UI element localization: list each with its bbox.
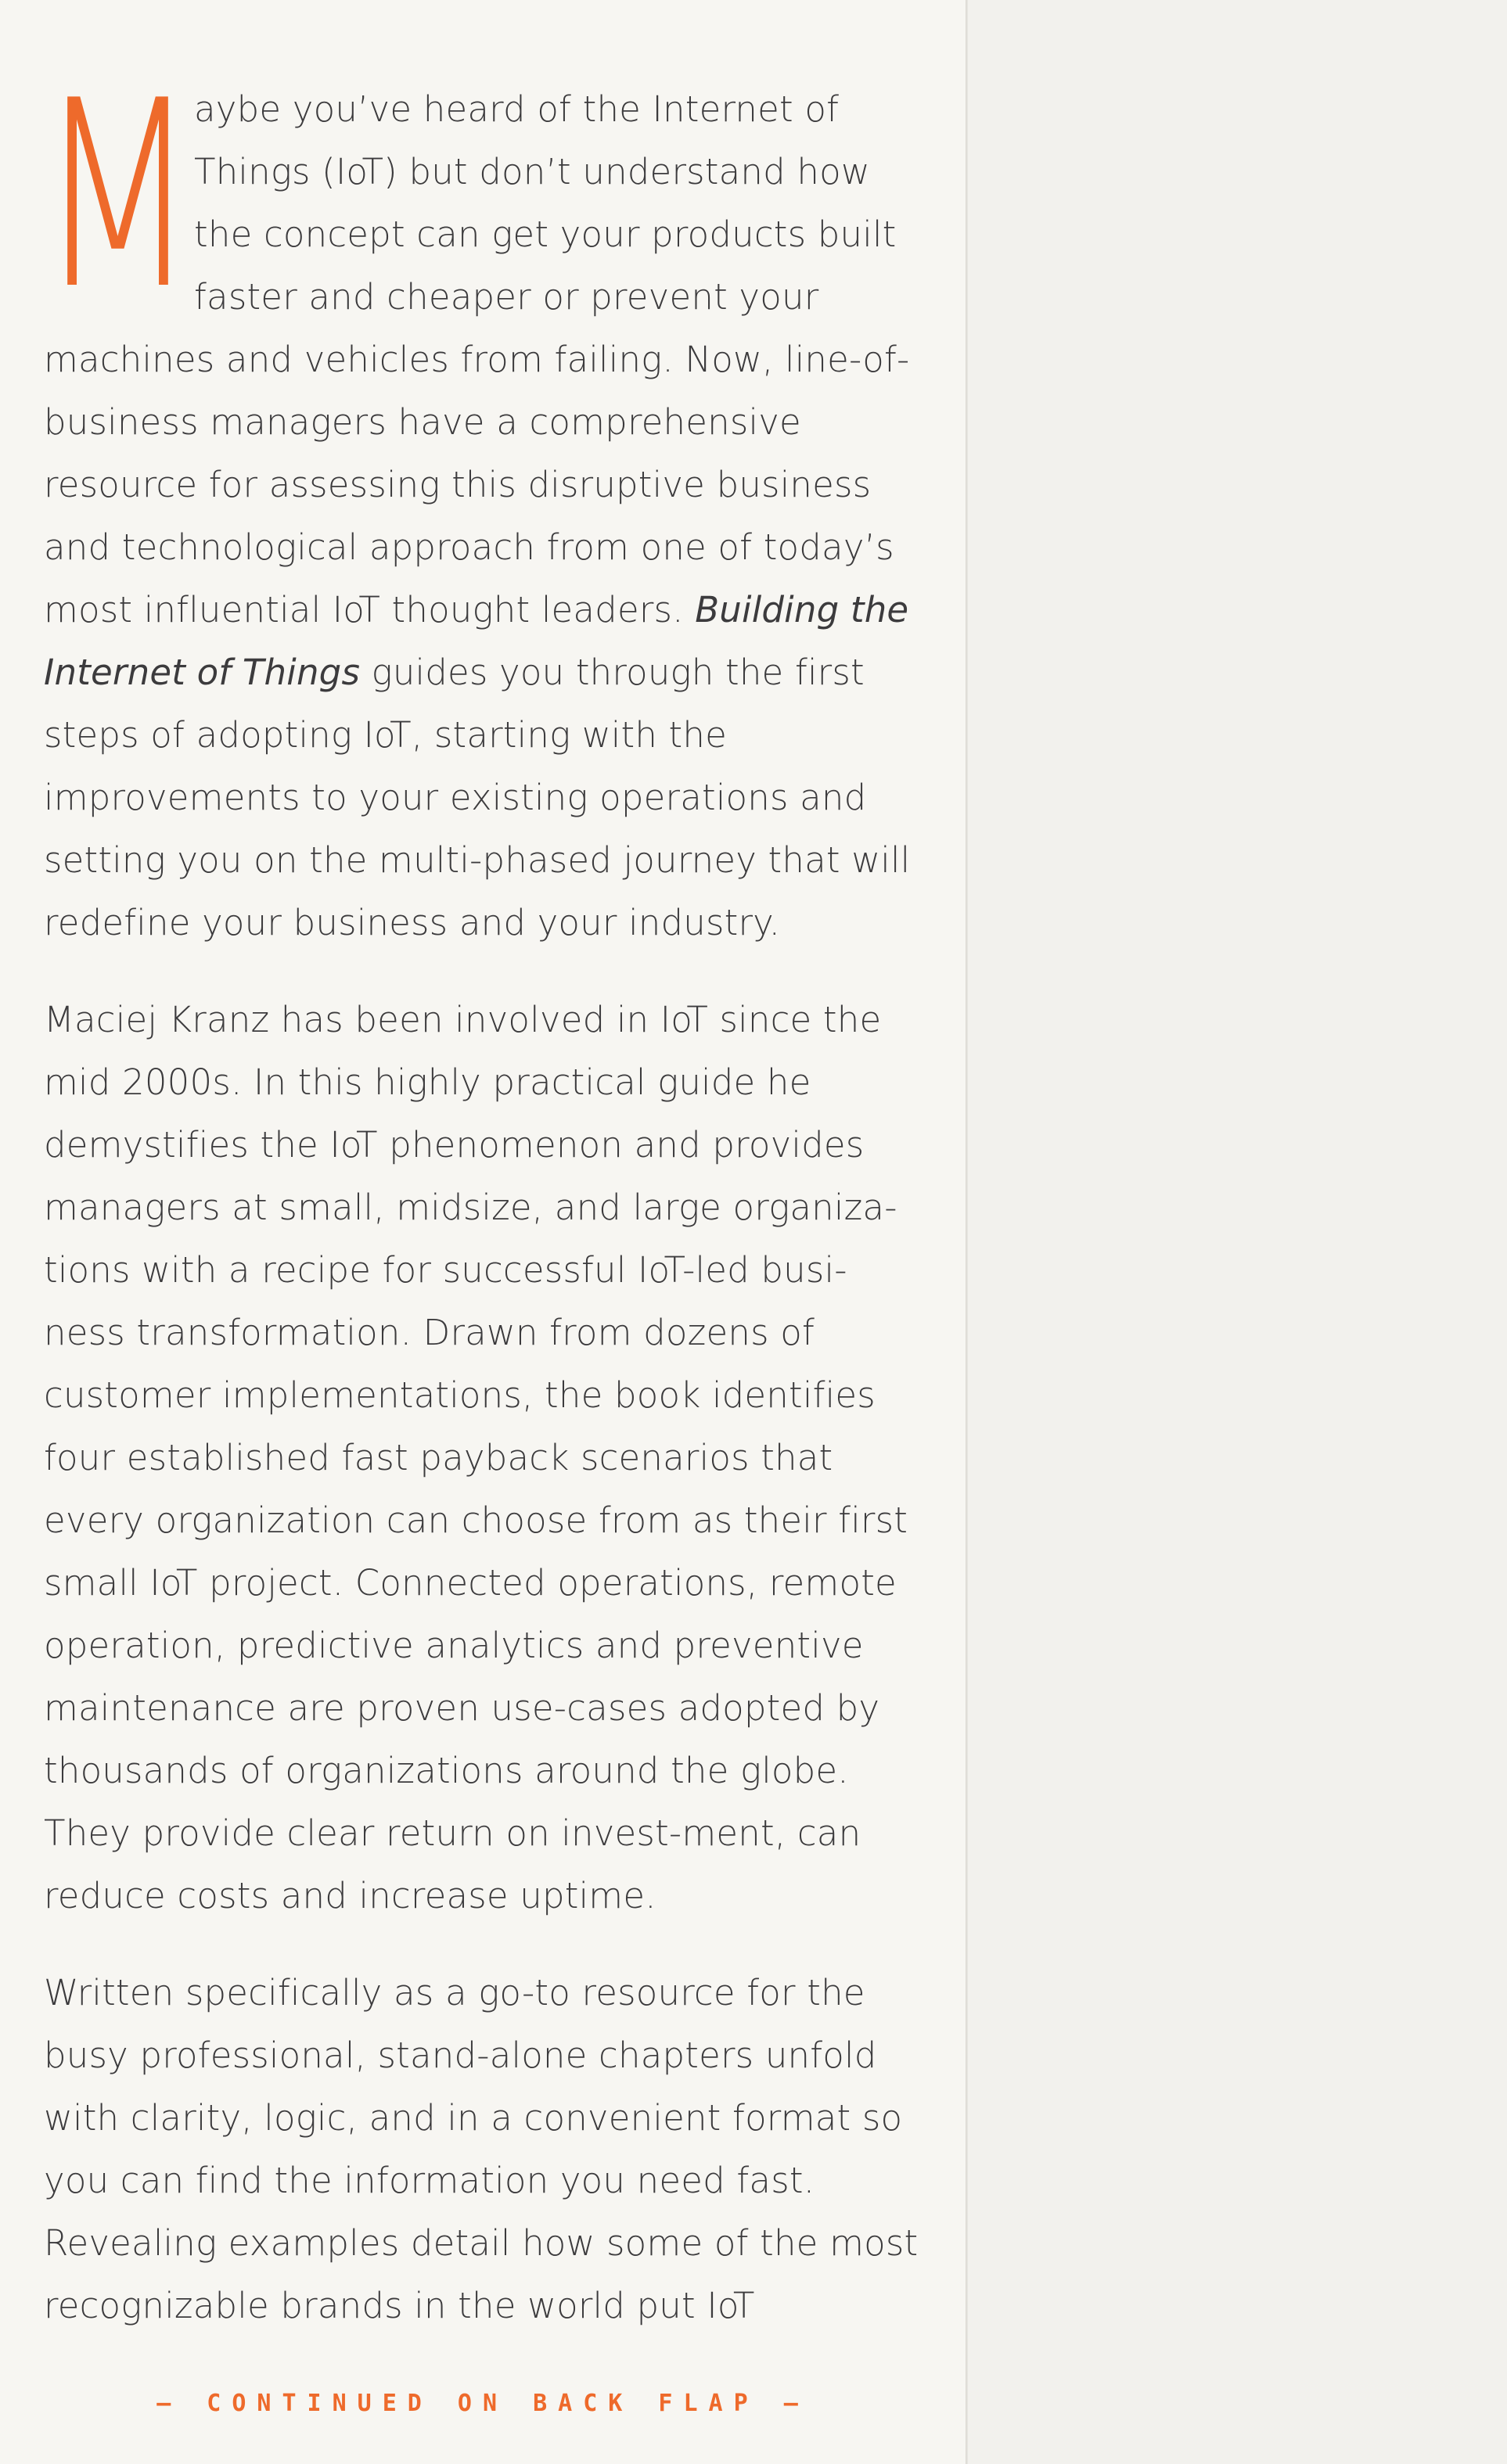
paragraph-1-text-a: aybe you’ve heard of the Internet of Things (IoT) but don’t understand how the concept can get your products built faster and cheaper or prevent your machines and vehicles from failing. Now, line-of-business managers have a comprehensive resource for assessing this disruptive business and technological approach from one of today’s most influential IoT thought leaders. [44,88,910,630]
blank-panel [968,0,1507,2464]
paragraph-1-text-b: guides you through the first steps of adopting IoT, starting with the improvements to your existing operations and setting you on the multi-phased journey that will redefine your business and your industry. [44,652,911,943]
paragraph-2: Maciej Kranz has been involved in IoT since the mid 2000s. In this highly practical guide he demystifies the IoT phenomenon and provides managers at small, midsize, and large organiza-tions with a recipe for successful IoT-led busi-ness transformation. Drawn from dozens of customer implementations, the book identifies four established fast payback scenarios that every organization can choose from as their first small IoT project. Connected operations, remote operation, predictive analytics and preventive maintenance are proven use-cases adopted by thousands of organizations around the globe. They provide clear return on invest-ment, can reduce costs and increase uptime. [44,999,908,1916]
continued-notice: — CONTINUED ON BACK FLAP — [156,2390,809,2417]
flap-text [38,45,920,2337]
drop-cap: M [38,45,199,346]
paragraph-3: Written specifically as a go-to resource for the busy professional, stand-alone chapters unfold with clarity, logic, and in a convenient format so you can find the information you need fast. Revealing examples detail how some of the most recognizable brands in the world put IoT [44,1972,919,2326]
book-title: Building the Internet of Things [44,589,909,693]
paragraph-1 [38,45,920,954]
